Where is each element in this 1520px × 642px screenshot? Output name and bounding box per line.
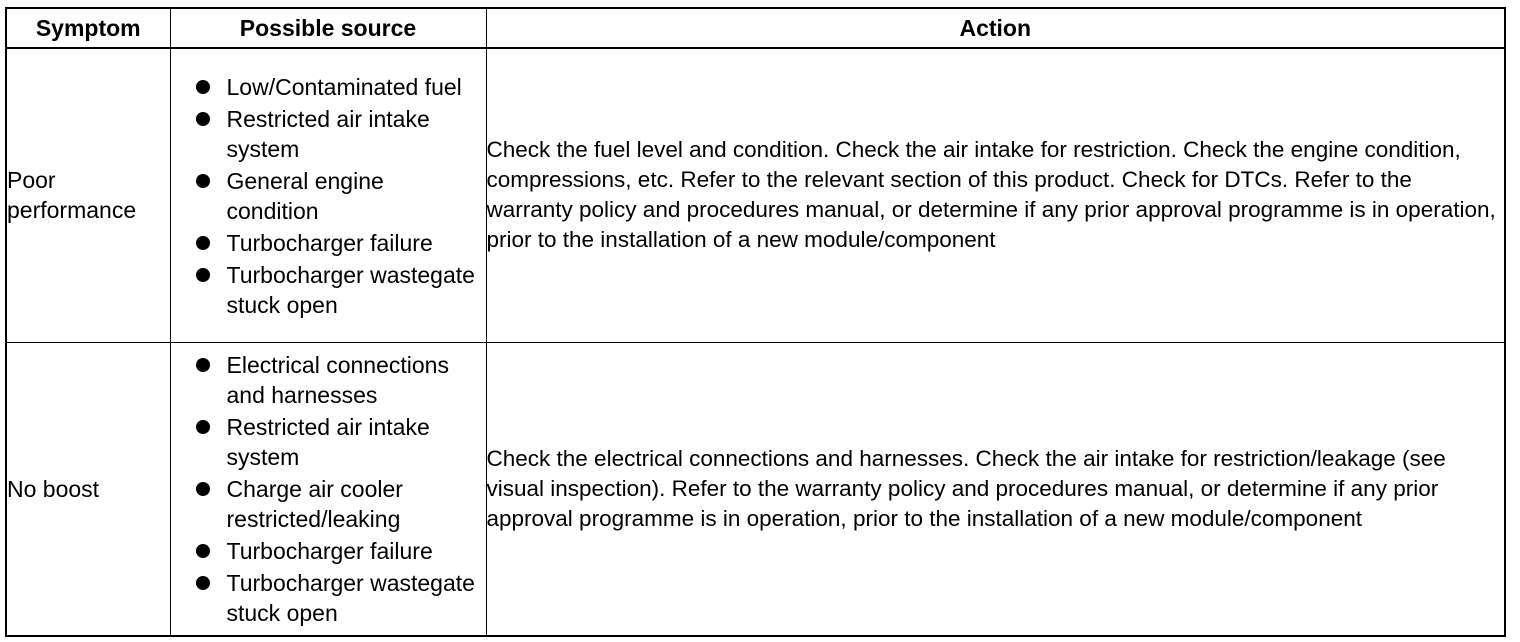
list-item xyxy=(171,536,486,566)
source-text: Restricted air intake system xyxy=(226,414,430,471)
source-text: Turbocharger wastegate stuck open xyxy=(226,570,475,627)
symptom-cell: No boost xyxy=(6,342,170,636)
source-list xyxy=(171,66,486,325)
bullet-icon xyxy=(196,544,210,558)
bullet-icon xyxy=(196,482,210,496)
source-text: Turbocharger failure xyxy=(226,538,433,565)
source-text: Restricted air intake system xyxy=(226,105,430,162)
list-item xyxy=(171,72,486,102)
list-item xyxy=(171,260,486,320)
bullet-icon xyxy=(196,80,210,94)
bullet-icon xyxy=(196,268,210,282)
bullet-icon xyxy=(196,358,210,372)
list-item xyxy=(171,568,486,628)
bullet-icon xyxy=(196,420,210,434)
source-text: Low/Contaminated fuel xyxy=(226,73,462,100)
header-possible-source: Possible source xyxy=(170,8,486,48)
header-symptom: Symptom xyxy=(6,8,170,48)
source-text: Turbocharger failure xyxy=(226,229,433,256)
source-cell xyxy=(170,342,486,636)
source-text: General engine condition xyxy=(226,167,384,224)
list-item xyxy=(171,474,486,534)
header-action: Action xyxy=(486,8,1505,48)
list-item xyxy=(171,228,486,258)
list-item xyxy=(171,104,486,164)
list-item xyxy=(171,166,486,226)
list-item xyxy=(171,412,486,472)
table-row xyxy=(6,48,1505,342)
table-row xyxy=(6,342,1505,636)
action-cell: Check the fuel level and condition. Check the air intake for restriction. Check the engine condition, compressions, etc. Refer to the relevant section of this product. Check for DTCs. Refer to the warranty policy and procedures manual, or determine if any prior approval programme is in operation, prior to the installation of a new module/component xyxy=(486,48,1505,342)
source-text: Electrical connections and harnesses xyxy=(226,352,449,409)
list-item xyxy=(171,350,486,410)
action-cell: Check the electrical connections and harnesses. Check the air intake for restriction/leakage (see visual inspection). Refer to the warranty policy and procedures manual, or determine if any prior approval programme is in operation, prior to the installation of a new module/component xyxy=(486,342,1505,636)
diagnostic-table xyxy=(5,7,1506,637)
symptom-cell: Poor performance xyxy=(6,48,170,342)
bullet-icon xyxy=(196,576,210,590)
source-text: Charge air cooler restricted/leaking xyxy=(226,476,403,533)
source-text: Turbocharger wastegate stuck open xyxy=(226,261,475,318)
header-row xyxy=(6,8,1505,48)
bullet-icon xyxy=(196,112,210,126)
source-cell xyxy=(170,48,486,342)
source-list xyxy=(171,344,486,633)
bullet-icon xyxy=(196,174,210,188)
bullet-icon xyxy=(196,236,210,250)
